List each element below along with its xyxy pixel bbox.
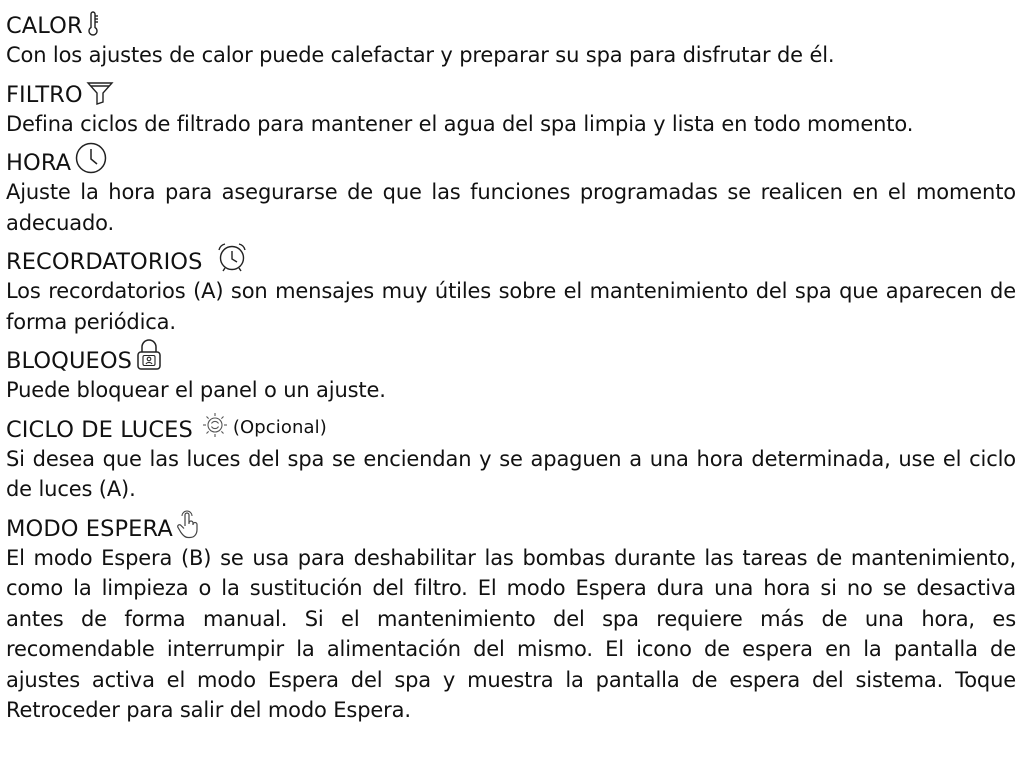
section-title: HORA: [6, 150, 72, 176]
light-cycle-icon: [201, 411, 229, 439]
section-text: Defina ciclos de filtrado para mantener el agua del spa limpia y lista en todo momento.: [6, 111, 914, 136]
section-hora: [6, 143, 1016, 238]
lock-icon: [135, 338, 163, 372]
section-text: Los recordatorios (A) son mensajes muy útiles sobre el mantenimiento del spa que aparecen de forma periódica.: [6, 279, 1016, 334]
filter-icon: [86, 80, 114, 106]
section-heading: [6, 410, 1016, 444]
section-title: RECORDATORIOS: [6, 249, 203, 275]
section-heading: [6, 75, 1016, 109]
section-bloqueos: [6, 341, 1016, 406]
section-text: El modo Espera (B) se usa para deshabilitar las bombas durante las tareas de mantenimiento, como la limpieza o la sustitución del filtro. El modo Espera dura una hora si no se desactiva antes de forma manual. Si el mantenimiento del spa requiere más de una hora, es recomendable interrumpir la alimentación del mismo. El icono de espera en la pantalla de ajustes activa el modo Espera del spa y muestra la pantalla de espera del sistema. Toque Retroceder para salir del modo Espera.: [6, 545, 1016, 722]
section-title: CICLO DE LUCES: [6, 416, 193, 443]
section-heading: [6, 242, 1016, 276]
section-text: Si desea que las luces del spa se enciendan y se apaguen a una hora determinada, use el ciclo de luces (A).: [6, 446, 1016, 501]
section-modo-espera: [6, 509, 1016, 726]
section-text: Con los ajustes de calor puede calefactar y preparar su spa para disfrutar de él.: [6, 43, 835, 67]
optional-note: (Opcional): [232, 416, 327, 438]
section-title: BLOQUEOS: [6, 348, 133, 374]
section-heading: [6, 143, 1016, 177]
hand-touch-icon: [176, 510, 200, 540]
thermometer-icon: [86, 11, 100, 37]
clock-icon: [74, 142, 108, 174]
section-calor: [6, 6, 1016, 71]
section-ciclo-de-luces: [6, 410, 1016, 505]
section-heading: [6, 509, 1016, 543]
section-text: Puede bloquear el panel o un ajuste.: [6, 378, 386, 402]
section-title: MODO ESPERA: [6, 515, 173, 542]
section-heading: [6, 6, 1016, 40]
section-heading: [6, 341, 1016, 375]
alarm-clock-icon: [213, 241, 251, 273]
section-title: CALOR: [6, 13, 83, 39]
section-filtro: [6, 75, 1016, 140]
section-text: Ajuste la hora para asegurarse de que las funciones programadas se realicen en el momento adecuado.: [6, 180, 1016, 235]
section-recordatorios: [6, 242, 1016, 337]
section-title: FILTRO: [6, 81, 83, 108]
